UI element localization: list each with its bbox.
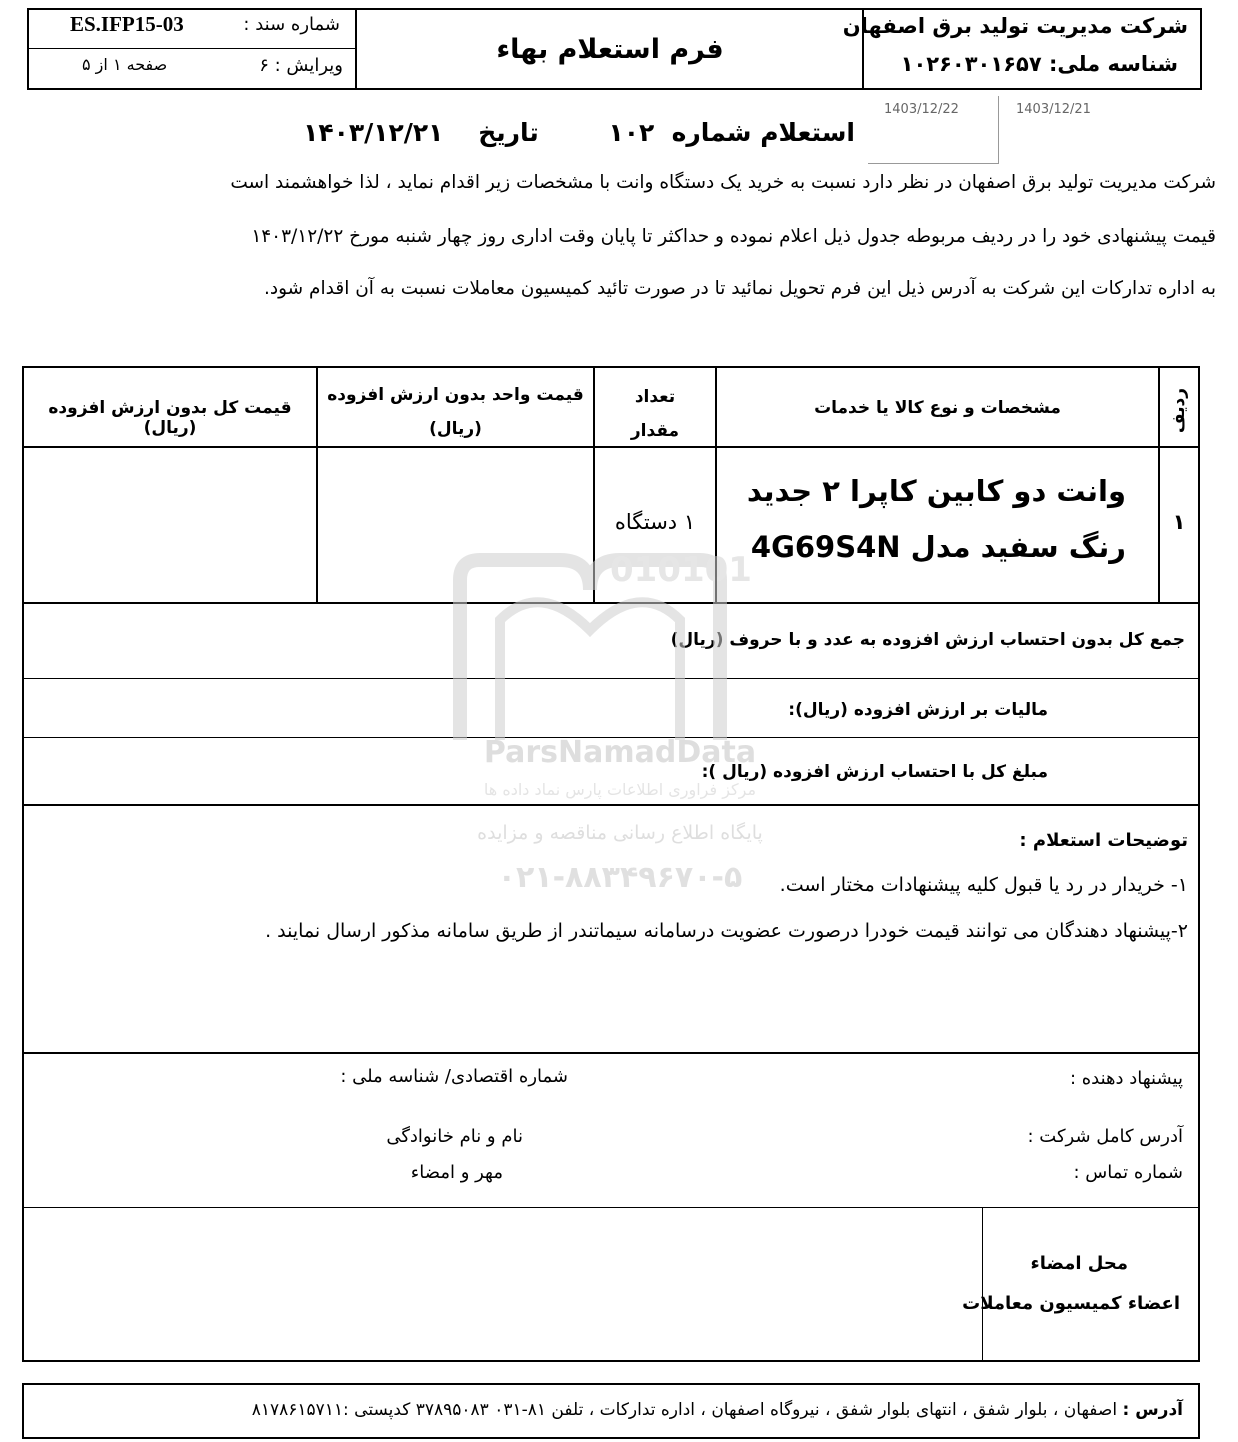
vat-label: مالیات بر ارزش افزوده (ریال): (788, 700, 1048, 720)
footer-address-label: آدرس : (1122, 1400, 1183, 1420)
item-quantity: ۱ دستگاه (614, 510, 696, 534)
col-row-sep (1158, 366, 1160, 602)
th-qty (595, 380, 715, 448)
note-item-2: ۲-پیشنهاد دهندگان می توانند قیمت خودرا درصورت عضویت درسامانه سیماتندر از طریق سامانه مذکور ارسال نمایند . (265, 920, 1188, 942)
stamp-divider (998, 96, 999, 164)
th-unit-price-line2: (ریال) (429, 419, 482, 439)
item-description-line1: وانت دو کابین کاپرا ۲ جدید (746, 474, 1126, 508)
bidder-signature-rule (22, 1207, 1200, 1208)
watermark-brand: ParsNamadData (483, 735, 757, 770)
watermark-line2: پایگاه اطلاع رسانی مناقصه و مزایده (477, 822, 763, 844)
watermark-digits: 010101 (610, 550, 752, 590)
company-national-id: شناسه ملی: ۱۰۲۶۰۳۰۱۶۵۷ (900, 52, 1178, 76)
receipt-stamp (868, 96, 1128, 164)
signature-divider (982, 1207, 983, 1362)
th-unit-price-line1: قیمت واحد بدون ارزش افزوده (327, 385, 584, 405)
page-indicator: صفحه ۱ از ۵ (82, 55, 168, 74)
bidder-economic-id: شماره اقتصادی/ شناسه ملی : (340, 1066, 568, 1087)
stamp-date-received: 1403/12/21 (1016, 102, 1091, 117)
header-divider-left (355, 8, 357, 90)
item-total-price (24, 448, 316, 600)
watermark-line1: مرکز فراوری اطلاعات پارس نماد داده ها (483, 780, 757, 799)
doc-number-label: شماره سند : (243, 14, 340, 35)
th-qty-line2: مقدار (630, 421, 680, 441)
bidder-phone: شماره تماس : (1073, 1162, 1183, 1183)
item-row-number: ۱ (1172, 510, 1186, 534)
notes-title: توضیحات استعلام : (1019, 830, 1188, 851)
note-item-1: ۱- خریدار در رد یا قبول کلیه پیشنهادات مختار است. (779, 874, 1188, 896)
bidder-seal: مهر و امضاء (410, 1162, 503, 1183)
doc-number: ES.IFP15-03 (70, 12, 184, 36)
header-divider-doc (27, 48, 356, 49)
th-description: مشخصات و نوع کالا یا خدمات (814, 398, 1061, 418)
footer-address (252, 1400, 1183, 1420)
footer-address-text: اصفهان ، بلوار شفق ، انتهای بلوار شفق ، نیروگاه اصفهان ، اداره تدارکات ، تلفن ۸۱-۰۳۱ ۳۷۸۹۵۰۸۳ کدپستی :۸۱۷۸۶۱۵۷۱۱ (251, 1400, 1118, 1420)
commission-members-label: اعضاء کمیسیون معاملات (962, 1293, 1180, 1314)
intro-line-3: به اداره تدارکات این شرکت به آدرس ذیل این فرم تحویل نمائید تا در صورت تائید کمیسیون معاملات نسبت به آن اقدام شود. (263, 278, 1216, 299)
intro-line-1: شرکت مدیریت تولید برق اصفهان در نظر دارد نسبت به خرید یک دستگاه وانت با مشخصات زیر اقدام نماید ، لذا خواهشمند است (230, 172, 1216, 193)
bidder-address: آدرس کامل شرکت : (1027, 1126, 1183, 1147)
th-unit-price (318, 378, 593, 446)
sum-label: جمع کل بدون احتساب ارزش افزوده به عدد و با حروف (ریال) (670, 630, 1185, 650)
inquiry-number-date: استعلام شماره ۱۰۲ تاریخ ۱۴۰۳/۱۲/۲۱ (303, 118, 855, 147)
item-description-line2: رنگ سفید مدل 4G69S4N (750, 530, 1126, 564)
th-qty-line1: تعداد (634, 387, 676, 407)
company-name: شرکت مدیریت تولید برق اصفهان (842, 14, 1188, 38)
stamp-underline (868, 163, 998, 164)
signature-place-label: محل امضاء (1030, 1253, 1128, 1274)
revision: ویرایش : ۶ (259, 55, 343, 76)
table-vat-rule (22, 737, 1200, 738)
form-title: فرم استعلام بهاء (496, 34, 724, 65)
table-sum-rule (22, 678, 1200, 679)
intro-line-2: قیمت پیشنهادی خود را در ردیف مربوطه جدول ذیل اعلام نموده و حداکثر تا پایان وقت اداری روز چهار شنبه مورخ ۱۴۰۳/۱۲/۲۲ (251, 226, 1216, 247)
th-total-price: قیمت کل بدون ارزش افزوده (ریال) (48, 398, 292, 438)
bidder-title: پیشنهاد دهنده : (1069, 1068, 1183, 1089)
bidder-name: نام و نام خانوادگی (386, 1126, 523, 1147)
grand-total-label: مبلغ کل با احتساب ارزش افزوده (ریال ): (701, 762, 1048, 782)
table-item-rule (22, 602, 1200, 604)
watermark-phone: ۰۲۱-۸۸۳۴۹۶۷۰-۵ (497, 860, 743, 895)
item-unit-price (318, 448, 593, 600)
th-row: ردیف (1169, 388, 1189, 434)
stamp-date-deadline: 1403/12/22 (884, 102, 959, 117)
